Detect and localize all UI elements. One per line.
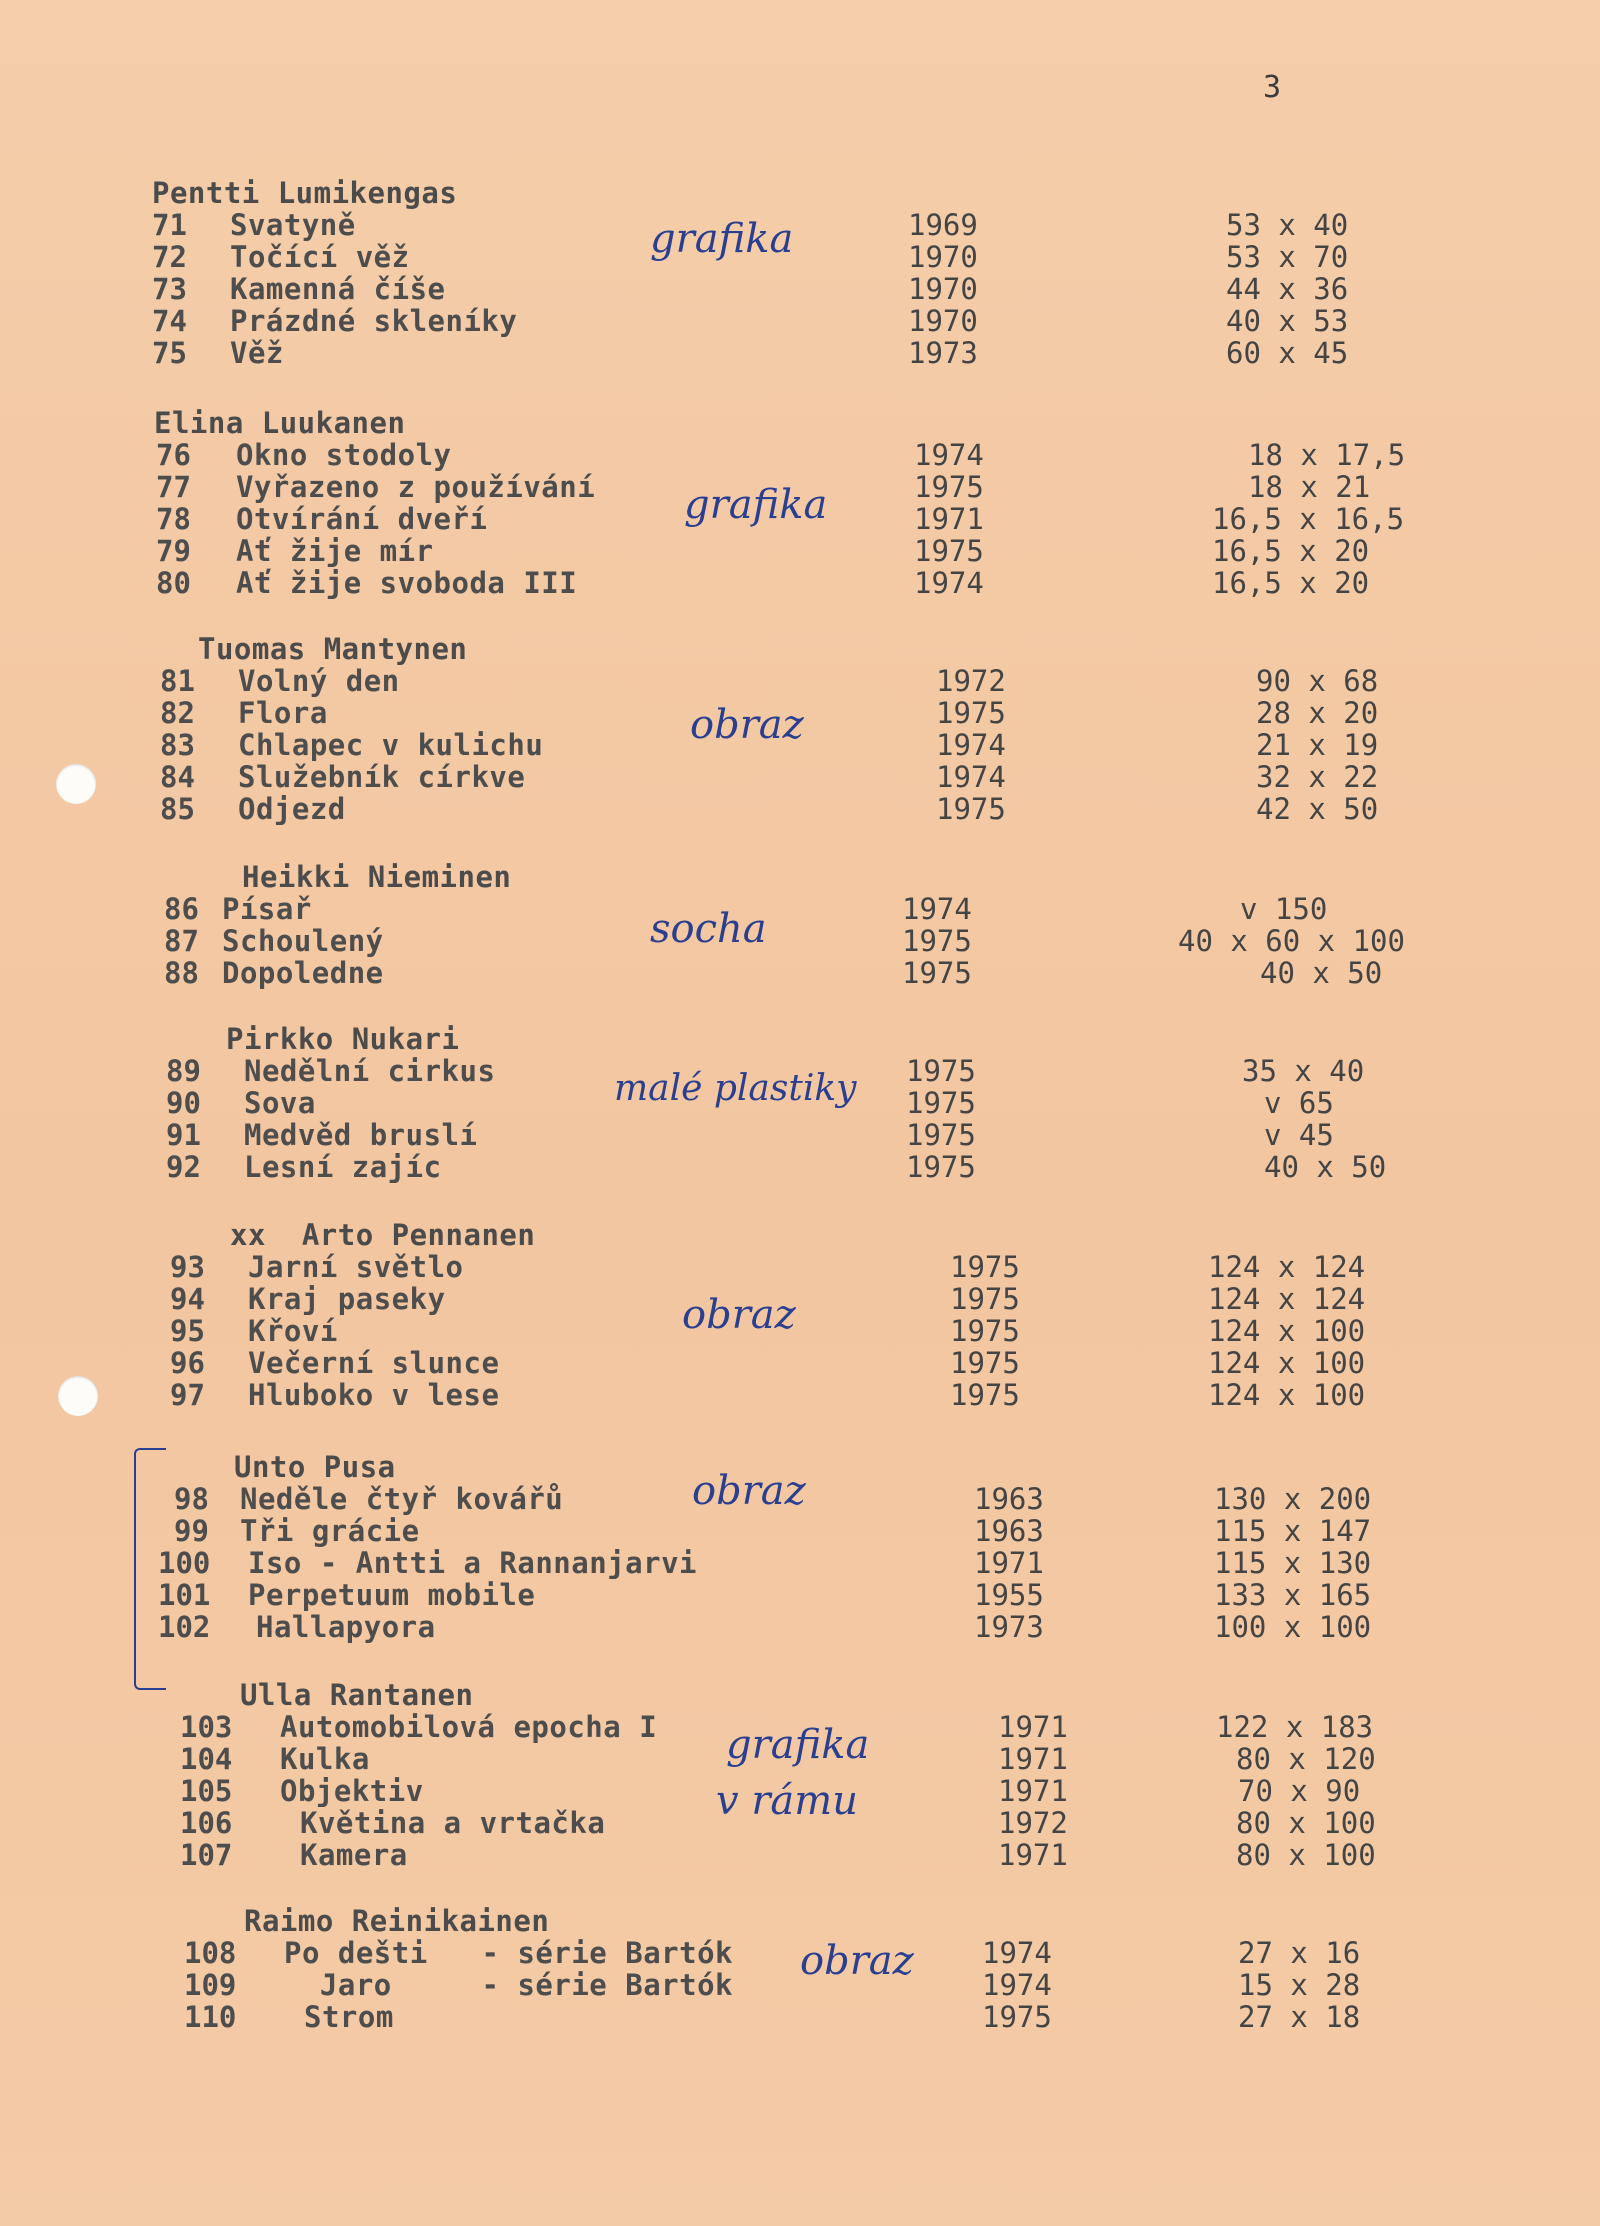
item-number: 91	[166, 1118, 201, 1152]
item-year: 1975	[906, 1054, 976, 1088]
page-number: 3	[1263, 70, 1282, 105]
item-size: 133 x 165	[1214, 1578, 1372, 1612]
item-number: 95	[170, 1314, 205, 1348]
item-title: Dopoledne	[222, 956, 384, 990]
item-title: Sova	[244, 1086, 316, 1120]
item-number: 77	[156, 470, 191, 504]
item-number: 89	[166, 1054, 201, 1088]
item-year: 1963	[974, 1514, 1044, 1548]
item-size: 27 x 18	[1238, 2000, 1361, 2034]
item-title: Volný den	[238, 664, 400, 698]
item-size: 115 x 147	[1214, 1514, 1372, 1548]
item-title: Otvírání dveří	[236, 502, 488, 536]
item-size: 35 x 40	[1242, 1054, 1365, 1088]
item-number: 108	[184, 1936, 237, 1970]
list-item	[0, 1514, 1600, 1547]
item-number: 83	[160, 728, 195, 762]
list-item	[0, 566, 1600, 599]
item-title: Hallapyora	[256, 1610, 436, 1644]
item-title: Strom	[304, 2000, 394, 2034]
artist-name: Raimo Reinikainen	[244, 1904, 550, 1938]
item-number: 109	[184, 1968, 237, 2002]
item-size: 15 x 28	[1238, 1968, 1361, 2002]
item-size: 70 x 90	[1238, 1774, 1361, 1808]
artist-name-row	[230, 1218, 535, 1252]
item-number: 86	[164, 892, 199, 926]
item-number: 82	[160, 696, 195, 730]
list-item	[0, 1282, 1600, 1315]
handwritten-note: grafika	[684, 482, 828, 528]
item-title: Kraj paseky	[248, 1282, 446, 1316]
item-size: 53 x 40	[1226, 208, 1349, 242]
item-size: 18 x 21	[1248, 470, 1371, 504]
item-year: 1974	[982, 1936, 1052, 1970]
item-title: Po dešti - série Bartók	[284, 1936, 733, 1970]
item-number: 84	[160, 760, 195, 794]
item-size: 32 x 22	[1256, 760, 1379, 794]
item-year: 1975	[914, 534, 984, 568]
item-size: v 45	[1264, 1118, 1334, 1152]
item-size: 124 x 100	[1208, 1346, 1366, 1380]
item-year: 1975	[982, 2000, 1052, 2034]
list-item	[0, 1086, 1600, 1119]
artist-name: Pentti Lumikengas	[152, 176, 458, 210]
list-item	[0, 304, 1600, 337]
item-title: Iso - Antti a Rannanjarvi	[248, 1546, 697, 1580]
item-size: 124 x 124	[1208, 1250, 1366, 1284]
list-item	[0, 696, 1600, 729]
item-size: 40 x 50	[1264, 1150, 1387, 1184]
item-year: 1955	[974, 1578, 1044, 1612]
list-item	[0, 1054, 1600, 1087]
handwritten-note: grafika	[726, 1722, 870, 1768]
item-size: 122 x 183	[1216, 1710, 1374, 1744]
item-year: 1973	[974, 1610, 1044, 1644]
item-size: 80 x 100	[1236, 1806, 1376, 1840]
item-size: 115 x 130	[1214, 1546, 1372, 1580]
list-item	[0, 956, 1600, 989]
item-number: 99	[174, 1514, 209, 1548]
item-size: 42 x 50	[1256, 792, 1379, 826]
artist-name: Elina Luukanen	[154, 406, 406, 440]
list-item	[0, 1314, 1600, 1347]
item-number: 105	[180, 1774, 233, 1808]
item-number: 75	[152, 336, 187, 370]
item-year: 1972	[998, 1806, 1068, 1840]
list-item	[0, 892, 1600, 925]
artist-name: Heikki Nieminen	[242, 860, 512, 894]
list-item	[0, 502, 1600, 535]
item-year: 1975	[950, 1378, 1020, 1412]
list-item	[0, 1482, 1600, 1515]
list-item	[0, 240, 1600, 273]
item-year: 1974	[936, 728, 1006, 762]
item-size: 44 x 36	[1226, 272, 1349, 306]
list-item	[0, 728, 1600, 761]
item-number: 94	[170, 1282, 205, 1316]
item-year: 1974	[902, 892, 972, 926]
item-number: 96	[170, 1346, 205, 1380]
handwritten-note: obraz	[690, 702, 804, 748]
item-title: Věž	[230, 336, 284, 370]
item-year: 1975	[936, 792, 1006, 826]
item-size: 21 x 19	[1256, 728, 1379, 762]
item-size: 16,5 x 20	[1212, 566, 1370, 600]
item-title: Večerní slunce	[248, 1346, 500, 1380]
item-size: 18 x 17,5	[1248, 438, 1406, 472]
list-item	[0, 208, 1600, 241]
item-year: 1975	[950, 1282, 1020, 1316]
list-item	[0, 792, 1600, 825]
item-size: 124 x 124	[1208, 1282, 1366, 1316]
item-title: Flora	[238, 696, 328, 730]
item-year: 1971	[998, 1742, 1068, 1776]
item-title: Medvěd bruslí	[244, 1118, 478, 1152]
item-year: 1963	[974, 1482, 1044, 1516]
item-number: 90	[166, 1086, 201, 1120]
item-year: 1975	[950, 1346, 1020, 1380]
handwritten-note: grafika	[650, 216, 794, 262]
list-item	[0, 1774, 1600, 1807]
artist-name: Unto Pusa	[234, 1450, 396, 1484]
artist-name: Pirkko Nukari	[226, 1022, 460, 1056]
list-item	[0, 1742, 1600, 1775]
item-year: 1974	[914, 566, 984, 600]
item-year: 1973	[908, 336, 978, 370]
item-title: Objektiv	[280, 1774, 424, 1808]
item-year: 1970	[908, 272, 978, 306]
item-year: 1975	[950, 1314, 1020, 1348]
list-item	[0, 760, 1600, 793]
item-title: Prázdné skleníky	[230, 304, 518, 338]
item-title: Chlapec v kulichu	[238, 728, 544, 762]
item-size: 80 x 120	[1236, 1742, 1376, 1776]
item-year: 1975	[914, 470, 984, 504]
item-size: v 65	[1264, 1086, 1334, 1120]
item-title: Točící věž	[230, 240, 410, 274]
list-item	[0, 1936, 1600, 1969]
artist-name: Tuomas Mantynen	[198, 632, 468, 666]
item-title: Hluboko v lese	[248, 1378, 500, 1412]
list-item	[0, 1250, 1600, 1283]
item-size: 100 x 100	[1214, 1610, 1372, 1644]
item-title: Nedělní cirkus	[244, 1054, 496, 1088]
item-number: 78	[156, 502, 191, 536]
item-year: 1975	[906, 1118, 976, 1152]
artist-name: Ulla Rantanen	[240, 1678, 474, 1712]
item-number: 103	[180, 1710, 233, 1744]
item-title: Křoví	[248, 1314, 338, 1348]
item-size: 124 x 100	[1208, 1314, 1366, 1348]
list-item	[0, 1610, 1600, 1643]
handwritten-note: obraz	[800, 1938, 914, 1984]
list-item	[0, 438, 1600, 471]
list-item	[0, 1546, 1600, 1579]
list-item	[0, 1710, 1600, 1743]
list-item	[0, 470, 1600, 503]
item-title: Kamenná číše	[230, 272, 446, 306]
item-year: 1971	[998, 1838, 1068, 1872]
item-number: 93	[170, 1250, 205, 1284]
item-size: 130 x 200	[1214, 1482, 1372, 1516]
item-size: 16,5 x 20	[1212, 534, 1370, 568]
item-title: Jarní světlo	[248, 1250, 464, 1284]
item-year: 1970	[908, 240, 978, 274]
item-number: 98	[174, 1482, 209, 1516]
item-number: 79	[156, 534, 191, 568]
item-year: 1975	[906, 1150, 976, 1184]
item-year: 1971	[914, 502, 984, 536]
item-number: 92	[166, 1150, 201, 1184]
list-item	[0, 1838, 1600, 1871]
item-number: 73	[152, 272, 187, 306]
list-item	[0, 1578, 1600, 1611]
item-title: Odjezd	[238, 792, 346, 826]
item-year: 1969	[908, 208, 978, 242]
handwritten-note: obraz	[682, 1292, 796, 1338]
list-item	[0, 272, 1600, 305]
list-item	[0, 1346, 1600, 1379]
item-size: 28 x 20	[1256, 696, 1379, 730]
item-number: 106	[180, 1806, 233, 1840]
list-item	[0, 1118, 1600, 1151]
item-number: 101	[158, 1578, 211, 1612]
item-year: 1971	[998, 1710, 1068, 1744]
handwritten-note: socha	[650, 906, 767, 952]
item-title: Písař	[222, 892, 312, 926]
item-number: 74	[152, 304, 187, 338]
item-size: 40 x 50	[1260, 956, 1383, 990]
item-number: 104	[180, 1742, 233, 1776]
item-year: 1974	[982, 1968, 1052, 2002]
item-number: 76	[156, 438, 191, 472]
item-title: Lesní zajíc	[244, 1150, 442, 1184]
item-title: Květina a vrtačka	[300, 1806, 606, 1840]
item-year: 1970	[908, 304, 978, 338]
item-title: Tři grácie	[240, 1514, 420, 1548]
item-title: Jaro - série Bartók	[284, 1968, 733, 2002]
list-item	[0, 534, 1600, 567]
item-size: 16,5 x 16,5	[1212, 502, 1405, 536]
item-title: Kulka	[280, 1742, 370, 1776]
item-size: 124 x 100	[1208, 1378, 1366, 1412]
item-title: Ať žije mír	[236, 534, 434, 568]
item-size: 40 x 53	[1226, 304, 1349, 338]
item-year: 1975	[950, 1250, 1020, 1284]
item-year: 1971	[998, 1774, 1068, 1808]
item-title: Vyřazeno z používání	[236, 470, 596, 504]
item-title: Služebník církve	[238, 760, 526, 794]
item-year: 1971	[974, 1546, 1044, 1580]
item-year: 1972	[936, 664, 1006, 698]
item-size: 80 x 100	[1236, 1838, 1376, 1872]
item-title: Automobilová epocha I	[280, 1710, 658, 1744]
item-title: Svatyně	[230, 208, 356, 242]
handwritten-note: obraz	[692, 1468, 806, 1514]
item-year: 1975	[902, 956, 972, 990]
list-item	[0, 2000, 1600, 2033]
item-year: 1974	[936, 760, 1006, 794]
list-item	[0, 924, 1600, 957]
item-year: 1975	[936, 696, 1006, 730]
handwritten-note: malé plastiky	[614, 1068, 857, 1109]
item-number: 85	[160, 792, 195, 826]
item-number: 100	[158, 1546, 211, 1580]
item-title: Neděle čtyř kovářů	[240, 1482, 564, 1516]
item-size: v 150	[1240, 892, 1328, 926]
item-number: 80	[156, 566, 191, 600]
list-item	[0, 1378, 1600, 1411]
handwritten-note-2: v rámu	[716, 1778, 858, 1824]
item-number: 81	[160, 664, 195, 698]
item-size: 53 x 70	[1226, 240, 1349, 274]
item-number: 88	[164, 956, 199, 990]
item-number: 102	[158, 1610, 211, 1644]
item-title: Okno stodoly	[236, 438, 452, 472]
list-item	[0, 1150, 1600, 1183]
item-number: 97	[170, 1378, 205, 1412]
list-item	[0, 1968, 1600, 2001]
item-size: 90 x 68	[1256, 664, 1379, 698]
item-size: 27 x 16	[1238, 1936, 1361, 1970]
artist-name: Arto Pennanen	[301, 1218, 536, 1252]
item-title: Ať žije svoboda III	[236, 566, 578, 600]
item-year: 1974	[914, 438, 984, 472]
item-number: 72	[152, 240, 187, 274]
list-item	[0, 664, 1600, 697]
list-item	[0, 336, 1600, 369]
item-title: Kamera	[300, 1838, 408, 1872]
item-number: 71	[152, 208, 187, 242]
item-year: 1975	[902, 924, 972, 958]
item-number: 110	[184, 2000, 237, 2034]
item-year: 1975	[906, 1086, 976, 1120]
item-size: 40 x 60 x 100	[1178, 924, 1405, 958]
item-number: 107	[180, 1838, 233, 1872]
item-title: Schoulený	[222, 924, 384, 958]
item-size: 60 x 45	[1226, 336, 1349, 370]
item-number: 87	[164, 924, 199, 958]
artist-prefix: xx	[230, 1218, 266, 1252]
list-item	[0, 1806, 1600, 1839]
item-title: Perpetuum mobile	[248, 1578, 536, 1612]
